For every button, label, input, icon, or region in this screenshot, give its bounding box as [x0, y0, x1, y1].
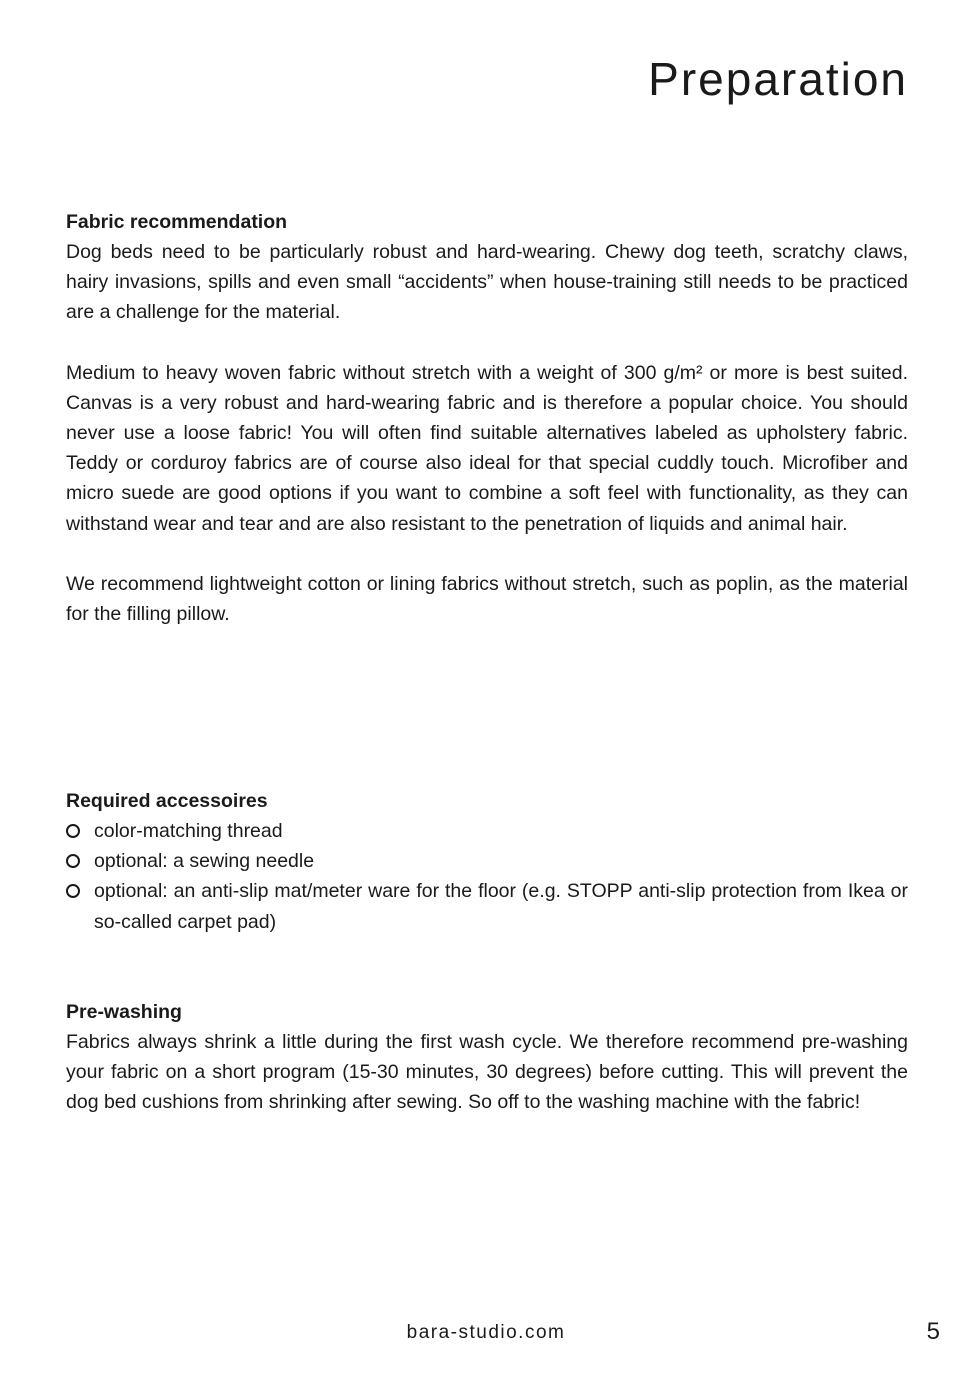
pre-washing-heading: Pre-washing: [66, 1001, 182, 1023]
fabric-recommendation-section: [66, 207, 908, 629]
pre-washing-paragraph: Fabrics always shrink a little during the first wash cycle. We therefore recommend pre-washing your fabric on a short program (15-30 minutes, 30 degrees) before cutting. This will prevent the dog bed cushions from shrinking after sewing. So off to the washing machine with the fabric!: [66, 1031, 908, 1114]
fabric-paragraph-2: Medium to heavy woven fabric without stretch with a weight of 300 g/m² or more is best suited. Canvas is a very robust and hard-wearing fabric and is therefore a popular choice. You should never use a loose fabric! You will often find suitable alternatives labeled as upholstery fabric. Teddy or corduroy fabrics are of course also ideal for that special cuddly touch. Microfiber and micro suede are good options if you want to combine a soft feel with functionality, as they can withstand wear and tear and are also resistant to the penetration of liquids and animal hair.: [66, 361, 908, 535]
list-item-text: optional: an anti-slip mat/meter ware for the floor (e.g. STOPP anti-slip protection from Ikea or so-called carpet pad): [94, 880, 908, 933]
fabric-recommendation-heading: Fabric recommendation: [66, 211, 288, 233]
required-accessories-section: [66, 786, 908, 937]
page-number: 5: [926, 1318, 940, 1345]
circle-bullet-icon: [66, 884, 80, 898]
circle-bullet-icon: [66, 854, 80, 868]
pre-washing-section: [66, 997, 908, 1118]
footer-website-url: bara-studio.com: [406, 1322, 566, 1343]
fabric-paragraph-1: Dog beds need to be particularly robust and hard-wearing. Chewy dog teeth, scratchy claws, hairy invasions, spills and even small “accidents” when house-training still needs to be practiced are a challenge for the material.: [66, 241, 908, 324]
list-item: [66, 846, 908, 876]
page-title: Preparation: [648, 53, 908, 105]
accessories-list: [66, 816, 908, 937]
list-item: [66, 876, 908, 936]
required-accessories-heading: Required accessoires: [66, 790, 268, 812]
list-item-text: color-matching thread: [94, 820, 283, 842]
circle-bullet-icon: [66, 824, 80, 838]
fabric-paragraph-3: We recommend lightweight cotton or lining fabrics without stretch, such as poplin, as the material for the filling pillow.: [66, 572, 908, 626]
list-item: [66, 816, 908, 846]
list-item-text: optional: a sewing needle: [94, 850, 315, 873]
